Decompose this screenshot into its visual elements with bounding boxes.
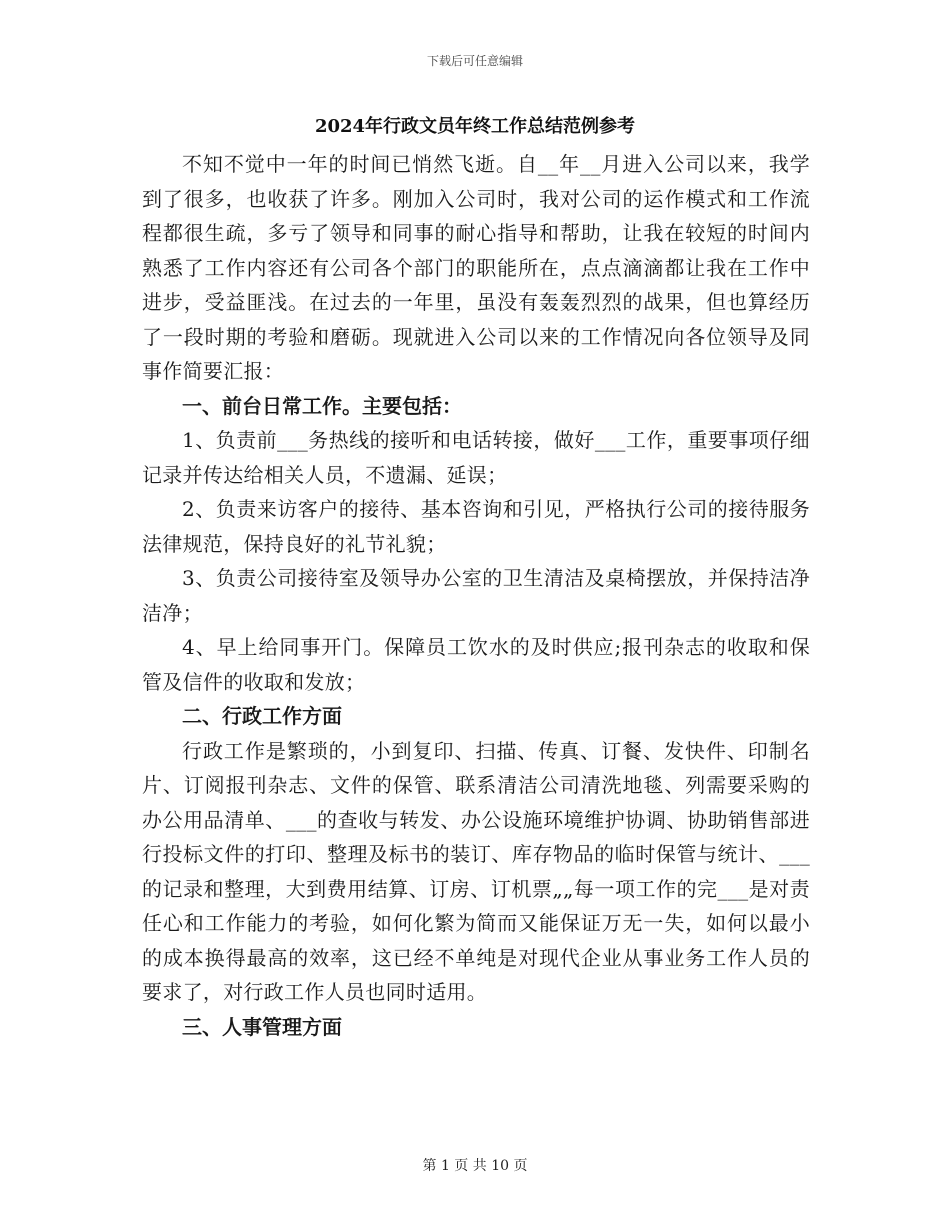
section-heading-administration: 二、行政工作方面 [182,704,342,728]
list-item: 4、早上给同事开门。保障员工饮水的及时供应;报刊杂志的收取和保管及信件的收取和发放； [142,635,810,694]
document-body [142,147,810,1044]
header-note: 下载后可任意编辑 [426,54,523,68]
section-heading-personnel: 三、人事管理方面 [182,1014,342,1039]
page-footer: 第 1 页 共 10 页 [422,1158,528,1174]
administration-paragraph: 行政工作是繁琐的，小到复印、扫描、传真、订餐、发快件、印制名片、订阅报刊杂志、文件的保管、联系清洁公司清洗地毯、列需要采购的办公用品清单、___的查收与转发、办公设施环境维护协调、协助销售部进行投标文件的打印、整理及标书的装订、库存物品的临时保管与统计、___的记录和整理，大到费用结算、订房、订机票„„每一项工作的完___是对责任心和工作能力的考验，如何化繁为简而又能保证万无一失，如何以最小的成本换得最高的效率，这已经不单纯是对现代企业从事业务工作人员的要求了，对行政工作人员也同时适用。 [142,738,810,1004]
document-title: 2024年行政文员年终工作总结范例参考 [314,116,636,137]
section-heading-front-desk: 一、前台日常工作。主要包括： [182,393,462,418]
intro-paragraph: 不知不觉中一年的时间已悄然飞逝。自__年__月进入公司以来，我学到了很多，也收获了许多。刚加入公司时，我对公司的运作模式和工作流程都很生疏，多亏了领导和同事的耐心指导和帮助，让我在较短的时间内熟悉了工作内容还有公司各个部门的职能所在，点点滴滴都让我在工作中进步，受益匪浅。在过去的一年里，虽没有轰轰烈烈的战果，但也算经历了一段时期的考验和磨砺。现就进入公司以来的工作情况向各位领导及同事作简要汇报： [142,152,810,383]
list-item: 2、负责来访客户的接待、基本咨询和引见，严格执行公司的接待服务法律规范，保持良好的礼节礼貌； [142,497,810,556]
list-item: 1、负责前___务热线的接听和电话转接，做好___工作，重要事项仔细记录并传达给相关人员，不遗漏、延误； [142,428,810,487]
list-item: 3、负责公司接待室及领导办公室的卫生清洁及桌椅摆放，并保持洁净洁净； [142,566,810,625]
